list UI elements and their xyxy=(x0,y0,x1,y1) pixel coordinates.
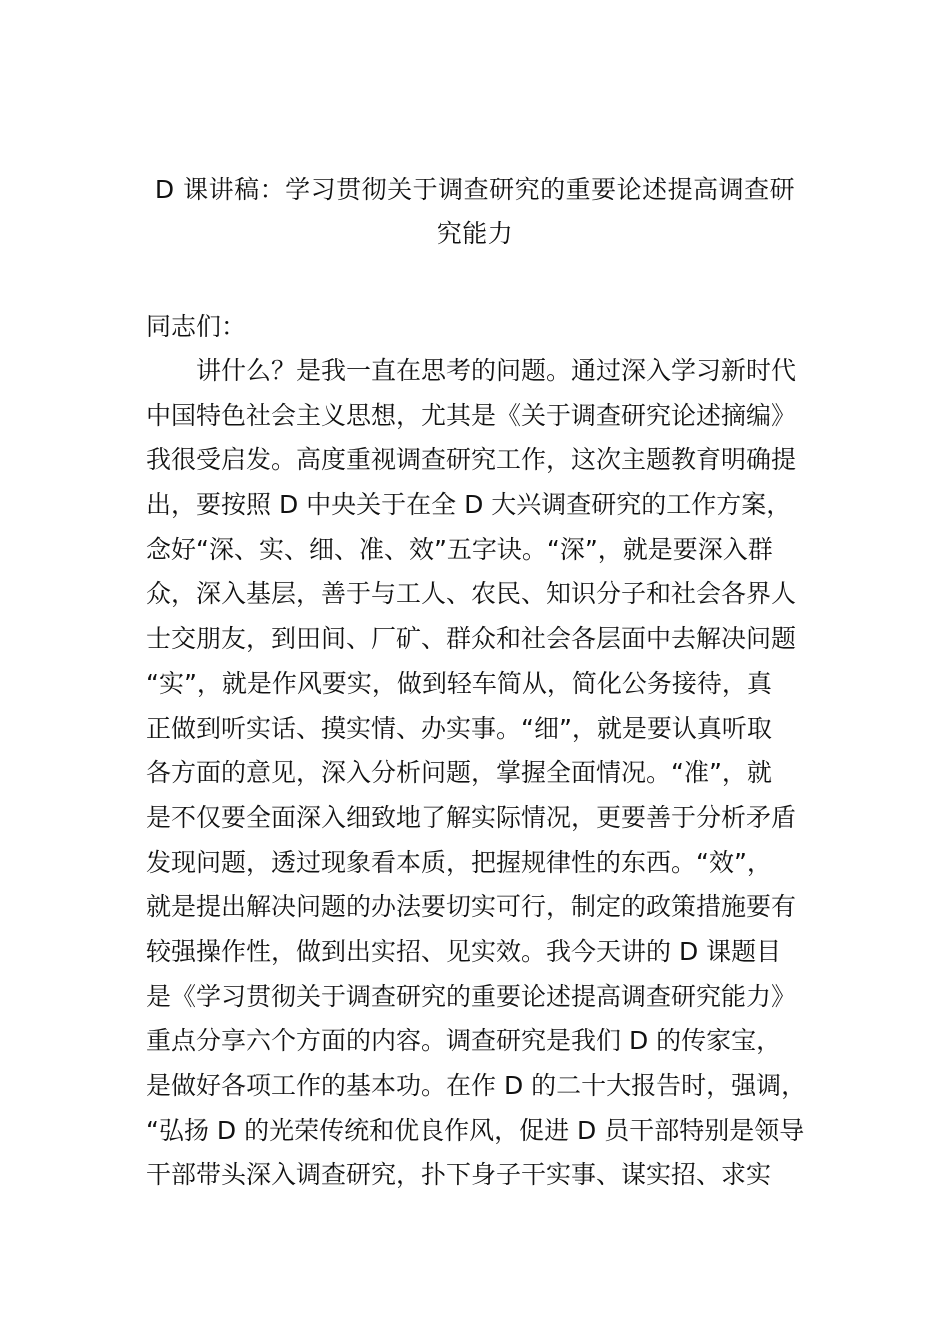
title-line: 究能力 xyxy=(436,219,514,248)
body-line: 中国特色社会主义思想，尤其是《关于调查研究论述摘编》 xyxy=(146,400,797,430)
document-title xyxy=(130,168,820,256)
body-line: 讲什么？是我一直在思考的问题。通过深入学习新时代 xyxy=(196,356,797,385)
body-paragraph xyxy=(146,349,846,1198)
body-line: 正做到听实话、摸实情、办实事。“细”，就是要认真听取 xyxy=(146,713,772,743)
body-line: 发现问题，透过现象看本质，把握规律性的东西。“效”， xyxy=(146,847,772,877)
body-line: 干部带头深入调查研究，扑下身子干实事、谋实招、求实 xyxy=(146,1160,772,1190)
title-line: D 课讲稿：学习贯彻关于调查研究的重要论述提高调查研 xyxy=(154,175,796,204)
body-line: 是不仅要全面深入细致地了解实际情况，更要善于分析矛盾 xyxy=(146,802,797,832)
body-line: 士交朋友，到田间、厂矿、群众和社会各层面中去解决问题 xyxy=(146,624,797,654)
body-line: 众，深入基层，善于与工人、农民、知识分子和社会各界人 xyxy=(146,579,797,609)
body-line: 念好“深、实、细、准、效”五字诀。“深”，就是要深入群 xyxy=(146,534,773,564)
body-line: 重点分享六个方面的内容。调查研究是我们 D 的传家宝， xyxy=(146,1026,782,1056)
body-line: “弘扬 D 的光荣传统和优良作风，促进 D 员干部特别是领导 xyxy=(146,1115,805,1145)
body-line: “实”，就是作风要实，做到轻车简从，简化公务接待，真 xyxy=(146,668,772,698)
body-line: 我很受启发。高度重视调查研究工作，这次主题教育明确提 xyxy=(146,445,797,475)
body-line: 是做好各项工作的基本功。在作 D 的二十大报告时，强调， xyxy=(146,1071,807,1100)
body-line: 就是提出解决问题的办法要切实可行，制定的政策措施要有 xyxy=(146,892,797,922)
salutation: 同志们： xyxy=(146,312,247,341)
body-line: 各方面的意见，深入分析问题，掌握全面情况。“准”，就 xyxy=(146,758,772,788)
body-line: 较强操作性，做到出实招、见实效。我今天讲的 D 课题目 xyxy=(146,936,782,966)
body-line: 出，要按照 D 中央关于在全 D 大兴调查研究的工作方案， xyxy=(146,490,792,520)
body-line: 是《学习贯彻关于调查研究的重要论述提高调查研究能力》 xyxy=(146,981,797,1011)
